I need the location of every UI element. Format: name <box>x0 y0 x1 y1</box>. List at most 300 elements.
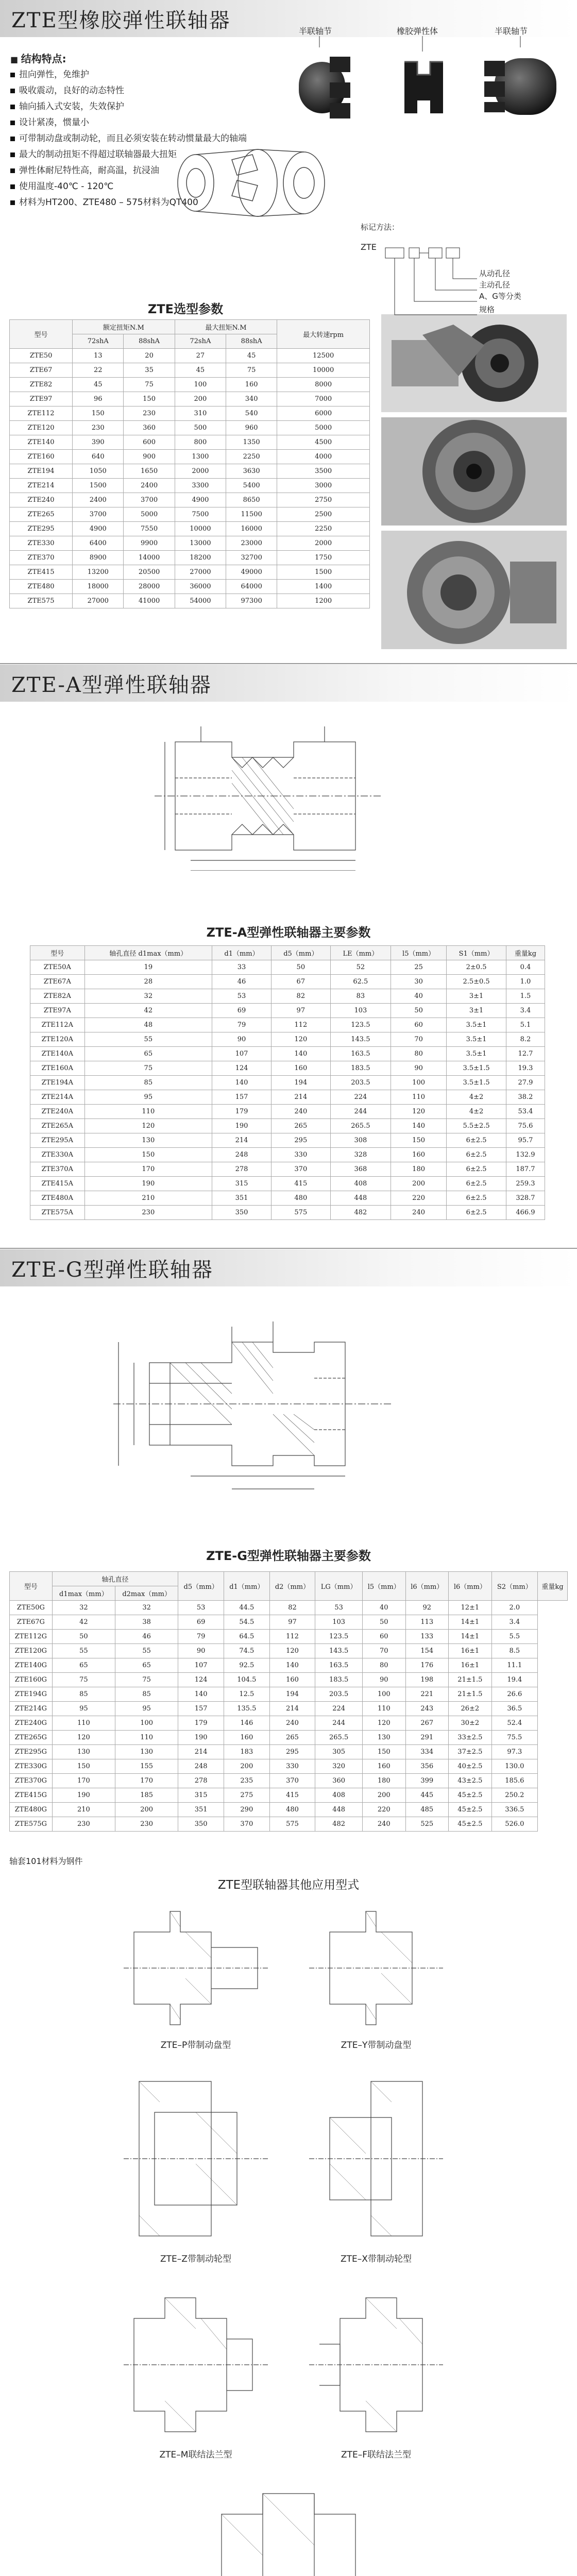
table-cell: 97300 <box>226 594 277 608</box>
th-max-speed: 最大转速rpm <box>277 320 370 349</box>
table-cell: ZTE97 <box>10 392 73 406</box>
table-cell: 190 <box>84 1177 212 1191</box>
table-cell: 2250 <box>226 450 277 464</box>
table-cell: 482 <box>315 1817 363 1832</box>
table-cell: 64.5 <box>224 1630 270 1644</box>
table-cell: 3.5±1 <box>447 1032 506 1047</box>
table-cell: 4900 <box>175 493 226 507</box>
table-cell: 53 <box>212 989 271 1004</box>
table-cell: 8900 <box>73 551 124 565</box>
table-cell: 110 <box>115 1731 178 1745</box>
table-cell: 356 <box>405 1759 449 1774</box>
table-cell: 1500 <box>73 479 124 493</box>
feature-item: 吸收震动，良好的动态特性 <box>10 83 247 99</box>
table-cell: 140 <box>178 1687 224 1702</box>
table-cell: 466.9 <box>506 1206 545 1220</box>
table-cell: 200 <box>175 392 226 406</box>
table-cell: 336.5 <box>491 1803 537 1817</box>
table-cell: 32 <box>52 1601 115 1615</box>
table-cell: 104.5 <box>224 1673 270 1687</box>
table-cell: 130 <box>362 1731 405 1745</box>
table-header-cell: 型号 <box>30 946 85 960</box>
table-row <box>10 421 370 435</box>
table-cell: 390 <box>73 435 124 450</box>
table-cell: 445 <box>405 1788 449 1803</box>
table-cell: 214 <box>212 1133 271 1148</box>
table-cell: ZTE265G <box>10 1731 53 1745</box>
table-row <box>30 1148 545 1162</box>
table-cell: 183 <box>224 1745 270 1759</box>
table-cell: 310 <box>175 406 226 421</box>
table-cell: ZTE82A <box>30 989 85 1004</box>
table-cell: 185.6 <box>491 1774 537 1788</box>
table-cell: 124 <box>212 1061 271 1076</box>
table-cell: 140 <box>271 1047 330 1061</box>
table-cell: 35 <box>124 363 175 378</box>
table-cell: 28 <box>84 975 212 989</box>
feature-item: 扭向弹性，免维护 <box>10 67 247 83</box>
table-cell: 214 <box>269 1702 315 1716</box>
table-row <box>10 522 370 536</box>
table-cell: 42 <box>84 1004 212 1018</box>
table-cell: 80 <box>391 1047 446 1061</box>
table-cell: 334 <box>405 1745 449 1759</box>
table-cell: 5.5±2.5 <box>447 1119 506 1133</box>
table-cell: 54.5 <box>224 1615 270 1630</box>
table-cell: ZTE112G <box>10 1630 53 1644</box>
table-cell: 69 <box>178 1615 224 1630</box>
table-row <box>10 406 370 421</box>
table-cell: 107 <box>212 1047 271 1061</box>
table-cell: 265.5 <box>315 1731 363 1745</box>
table-cell: 38.2 <box>506 1090 545 1105</box>
table-row <box>10 1658 568 1673</box>
table-row <box>10 1716 568 1731</box>
table-cell: 123.5 <box>315 1630 363 1644</box>
th-bore: 轴孔直径 <box>52 1572 178 1586</box>
table-cell: 525 <box>405 1817 449 1832</box>
table-row <box>30 1004 545 1018</box>
table-cell: 150 <box>362 1745 405 1759</box>
part-label-hub-left: 半联轴节 <box>299 26 332 36</box>
table-cell: 45±2.5 <box>449 1788 492 1803</box>
table-cell: ZTE50 <box>10 349 73 363</box>
table-cell: 10000 <box>277 363 370 378</box>
table-cell: 6±2.5 <box>447 1191 506 1206</box>
table-cell: 210 <box>52 1803 115 1817</box>
table-cell: 368 <box>330 1162 391 1177</box>
table-cell: ZTE120 <box>10 421 73 435</box>
app-caption-x: ZTE–X带制动轮型 <box>341 2254 412 2264</box>
table-row <box>30 1032 545 1047</box>
zteg-banner <box>0 1249 577 1286</box>
table-cell: 18200 <box>175 551 226 565</box>
table-cell: 41000 <box>124 594 175 608</box>
table-cell: 160 <box>391 1148 446 1162</box>
table-cell: 19 <box>84 960 212 975</box>
code-label-type: A、G等分类 <box>479 292 521 301</box>
table-row <box>30 975 545 989</box>
table-cell: 6000 <box>277 406 370 421</box>
table-row <box>10 392 370 406</box>
table-cell: 480 <box>271 1191 330 1206</box>
table-row <box>10 565 370 580</box>
table-cell: 135.5 <box>224 1702 270 1716</box>
table-row <box>30 1076 545 1090</box>
table-cell: 44.5 <box>224 1601 270 1615</box>
table-cell: 70 <box>362 1644 405 1658</box>
app-caption-p: ZTE–P带制动盘型 <box>160 2040 231 2050</box>
table-cell: 92 <box>405 1601 449 1615</box>
table-cell: ZTE295 <box>10 522 73 536</box>
table-cell: 180 <box>391 1162 446 1177</box>
table-cell: 133 <box>405 1630 449 1644</box>
table-cell: 103 <box>315 1615 363 1630</box>
table-cell: 3500 <box>277 464 370 479</box>
table-cell: 240 <box>391 1206 446 1220</box>
th-72sha: 72shA <box>175 334 226 349</box>
ztea-title: ZTE-A型弹性联轴器 <box>11 673 212 697</box>
table-cell: 112 <box>269 1630 315 1644</box>
table-cell: 53.4 <box>506 1105 545 1119</box>
table-cell: 19.4 <box>491 1673 537 1687</box>
th-88sha: 88shA <box>124 334 175 349</box>
table-cell: 960 <box>226 421 277 435</box>
table-cell: 290 <box>224 1803 270 1817</box>
table-row <box>10 536 370 551</box>
table-cell: 230 <box>52 1817 115 1832</box>
table-cell: 143.5 <box>315 1644 363 1658</box>
table-cell: 3700 <box>124 493 175 507</box>
table-cell: 11.1 <box>491 1658 537 1673</box>
table-cell: 32 <box>84 989 212 1004</box>
table-cell: 120 <box>271 1032 330 1047</box>
table-row <box>10 1788 568 1803</box>
table-cell: ZTE330A <box>30 1148 85 1162</box>
table-row <box>10 1687 568 1702</box>
table-cell: ZTE480 <box>10 580 73 594</box>
table-cell: 6±2.5 <box>447 1206 506 1220</box>
table-cell: 800 <box>175 435 226 450</box>
zte-banner <box>0 0 577 37</box>
table-cell: 4000 <box>277 450 370 464</box>
table-cell: ZTE50A <box>30 960 85 975</box>
table-cell: 3.5±1 <box>447 1047 506 1061</box>
table-cell: 176 <box>405 1658 449 1673</box>
zteg-note: 轴套101材料为钢件 <box>9 1856 83 1866</box>
table-cell: 3±1 <box>447 989 506 1004</box>
table-cell: ZTE295G <box>10 1745 53 1759</box>
th-l5: l5（mm） <box>362 1572 405 1601</box>
table-cell: 150 <box>391 1133 446 1148</box>
zte-title: ZTE型橡胶弹性联轴器 <box>11 8 231 32</box>
table-cell: 2.5±0.5 <box>447 975 506 989</box>
table-cell: ZTE265A <box>30 1119 85 1133</box>
th-88sha: 88shA <box>226 334 277 349</box>
table-cell: 12.5 <box>224 1687 270 1702</box>
table-cell: 244 <box>330 1105 391 1119</box>
table-cell: 1650 <box>124 464 175 479</box>
feature-item: 材料为HT200、ZTE480 – 575材料为QT400 <box>10 195 247 211</box>
app-f-drawing <box>309 2287 443 2442</box>
table-cell: 130 <box>52 1745 115 1759</box>
app-s-drawing <box>201 2483 376 2576</box>
table-cell: 150 <box>73 406 124 421</box>
table-cell: 4±2 <box>447 1105 506 1119</box>
table-cell: 6±2.5 <box>447 1133 506 1148</box>
bullet-icon <box>10 73 15 77</box>
table-cell: 267 <box>405 1716 449 1731</box>
table-cell: 75 <box>115 1673 178 1687</box>
table-cell: 100 <box>391 1076 446 1090</box>
table-cell: 170 <box>84 1162 212 1177</box>
table-cell: 100 <box>362 1687 405 1702</box>
table-cell: 265.5 <box>330 1119 391 1133</box>
code-diagram <box>361 238 556 335</box>
table-cell: 55 <box>84 1032 212 1047</box>
table-row <box>30 1047 545 1061</box>
apps-title: ZTE型联轴器其他应用型式 <box>217 1878 360 1892</box>
table-row <box>10 435 370 450</box>
table-cell: 1.0 <box>506 975 545 989</box>
table-cell: 75 <box>124 378 175 392</box>
table-cell: 1200 <box>277 594 370 608</box>
th-d2: d2（mm） <box>269 1572 315 1601</box>
table-row <box>10 1759 568 1774</box>
table-row <box>10 363 370 378</box>
table-row <box>10 378 370 392</box>
table-cell: 53 <box>315 1601 363 1615</box>
table-row <box>10 1673 568 1687</box>
table-cell: ZTE214 <box>10 479 73 493</box>
table-cell: ZTE67G <box>10 1615 53 1630</box>
bullet-icon <box>10 152 15 157</box>
table-cell: 187.7 <box>506 1162 545 1177</box>
table-cell: 180 <box>362 1774 405 1788</box>
table-header-cell: l5（mm） <box>391 946 446 960</box>
table-row <box>10 580 370 594</box>
table-cell: 328.7 <box>506 1191 545 1206</box>
table-cell: 32 <box>115 1601 178 1615</box>
table-cell: 408 <box>315 1788 363 1803</box>
table-cell: 40 <box>391 989 446 1004</box>
th-l6b: l6（mm） <box>449 1572 492 1601</box>
table-cell: 50 <box>271 960 330 975</box>
table-cell: 64000 <box>226 580 277 594</box>
table-cell: ZTE214G <box>10 1702 53 1716</box>
table-cell: 1.5 <box>506 989 545 1004</box>
table-cell: 21±1.5 <box>449 1687 492 1702</box>
table-cell: ZTE295A <box>30 1133 85 1148</box>
table-cell: 2000 <box>277 536 370 551</box>
code-label-driving-bore: 主动孔径 <box>479 280 511 290</box>
table-cell: 3.5±1.5 <box>447 1061 506 1076</box>
table-cell: ZTE67A <box>30 975 85 989</box>
table-cell: 37±2.5 <box>449 1745 492 1759</box>
table-cell: 140 <box>391 1119 446 1133</box>
table-cell: 82 <box>269 1601 315 1615</box>
table-cell: 45±2.5 <box>449 1817 492 1832</box>
table-cell: 19.3 <box>506 1061 545 1076</box>
table-cell: 1350 <box>226 435 277 450</box>
table-row <box>30 989 545 1004</box>
table-cell: 220 <box>362 1803 405 1817</box>
zte-table-title: ZTE选型参数 <box>147 302 224 316</box>
table-cell: 113 <box>405 1615 449 1630</box>
th-s2: S2（mm） <box>491 1572 537 1601</box>
bullet-icon <box>10 200 15 205</box>
table-row <box>10 1745 568 1759</box>
table-cell: 55 <box>115 1644 178 1658</box>
table-row <box>30 960 545 975</box>
table-cell: 107 <box>178 1658 224 1673</box>
table-cell: ZTE330 <box>10 536 73 551</box>
table-row <box>10 1702 568 1716</box>
table-row <box>10 450 370 464</box>
table-cell: 291 <box>405 1731 449 1745</box>
table-cell: 244 <box>315 1716 363 1731</box>
table-cell: 575 <box>269 1817 315 1832</box>
app-p-drawing <box>124 1901 268 2035</box>
table-cell: 95.7 <box>506 1133 545 1148</box>
table-cell: 8.2 <box>506 1032 545 1047</box>
table-cell: 132.9 <box>506 1148 545 1162</box>
table-cell: 295 <box>271 1133 330 1148</box>
table-cell: 163.5 <box>315 1658 363 1673</box>
table-cell: 200 <box>224 1759 270 1774</box>
table-cell: 75 <box>84 1061 212 1076</box>
table-cell: 224 <box>330 1090 391 1105</box>
table-cell: 2500 <box>277 507 370 522</box>
table-cell: 50 <box>391 1004 446 1018</box>
table-cell: 130.0 <box>491 1759 537 1774</box>
table-cell: 8.5 <box>491 1644 537 1658</box>
table-cell: 408 <box>330 1177 391 1191</box>
table-cell: 160 <box>226 378 277 392</box>
table-cell: 28000 <box>124 580 175 594</box>
table-row <box>10 349 370 363</box>
table-cell: 415 <box>269 1788 315 1803</box>
table-cell: ZTE67 <box>10 363 73 378</box>
table-cell: ZTE480G <box>10 1803 53 1817</box>
table-cell: 21±1.5 <box>449 1673 492 1687</box>
table-cell: 14000 <box>124 551 175 565</box>
table-cell: 170 <box>115 1774 178 1788</box>
coupling-parts-photo <box>288 36 567 124</box>
table-cell: 600 <box>124 435 175 450</box>
table-cell: 43±2.5 <box>449 1774 492 1788</box>
table-cell: ZTE97A <box>30 1004 85 1018</box>
table-cell: 7000 <box>277 392 370 406</box>
table-cell: 900 <box>124 450 175 464</box>
table-cell: 6±2.5 <box>447 1177 506 1191</box>
table-row <box>10 479 370 493</box>
table-cell: ZTE82 <box>10 378 73 392</box>
table-cell: 240 <box>269 1716 315 1731</box>
bullet-icon <box>10 105 15 109</box>
th-weight: 重量kg <box>538 1572 568 1601</box>
table-cell: 183.5 <box>330 1061 391 1076</box>
coupling-line-drawing <box>155 139 340 227</box>
table-cell: ZTE240A <box>30 1105 85 1119</box>
table-cell: 5400 <box>226 479 277 493</box>
table-cell: 110 <box>391 1090 446 1105</box>
table-cell: 235 <box>224 1774 270 1788</box>
table-cell: ZTE120G <box>10 1644 53 1658</box>
table-cell: 399 <box>405 1774 449 1788</box>
table-cell: 155 <box>115 1759 178 1774</box>
ztea-banner <box>0 665 577 702</box>
table-cell: 275 <box>224 1788 270 1803</box>
table-cell: 203.5 <box>315 1687 363 1702</box>
table-cell: 248 <box>212 1148 271 1162</box>
table-cell: 5.1 <box>506 1018 545 1032</box>
table-cell: 2000 <box>175 464 226 479</box>
code-prefix: ZTE <box>361 242 377 252</box>
table-cell: 4500 <box>277 435 370 450</box>
table-cell: ZTE415A <box>30 1177 85 1191</box>
table-cell: 308 <box>330 1133 391 1148</box>
table-row <box>30 1061 545 1076</box>
table-cell: 370 <box>224 1817 270 1832</box>
table-cell: 36000 <box>175 580 226 594</box>
table-cell: ZTE480A <box>30 1191 85 1206</box>
ztea-spec-table <box>30 945 545 1220</box>
table-cell: 328 <box>330 1148 391 1162</box>
table-cell: 45±2.5 <box>449 1803 492 1817</box>
table-cell: ZTE50G <box>10 1601 53 1615</box>
table-cell: 32700 <box>226 551 277 565</box>
table-cell: 214 <box>271 1090 330 1105</box>
table-cell: 120 <box>52 1731 115 1745</box>
table-cell: 26.6 <box>491 1687 537 1702</box>
table-cell: ZTE160A <box>30 1061 85 1076</box>
table-cell: 49000 <box>226 565 277 580</box>
table-cell: 8000 <box>277 378 370 392</box>
table-cell: 6400 <box>73 536 124 551</box>
table-cell: 25 <box>391 960 446 975</box>
th-max-torque: 最大扭矩N.M <box>175 320 277 334</box>
table-cell: 140 <box>269 1658 315 1673</box>
table-header-cell: S1（mm） <box>447 946 506 960</box>
table-cell: 6±2.5 <box>447 1148 506 1162</box>
table-cell: 351 <box>178 1803 224 1817</box>
table-cell: 45 <box>175 363 226 378</box>
table-cell: 90 <box>391 1061 446 1076</box>
table-cell: 350 <box>212 1206 271 1220</box>
table-cell: 330 <box>269 1759 315 1774</box>
table-cell: 20500 <box>124 565 175 580</box>
table-row <box>30 1119 545 1133</box>
code-label-driven-bore: 从动孔径 <box>479 269 511 278</box>
table-cell: 265 <box>271 1119 330 1133</box>
table-cell: 45 <box>73 378 124 392</box>
table-cell: 120 <box>84 1119 212 1133</box>
table-cell: 2±0.5 <box>447 960 506 975</box>
table-cell: 3000 <box>277 479 370 493</box>
th-72sha: 72shA <box>73 334 124 349</box>
table-cell: 350 <box>178 1817 224 1832</box>
table-row <box>10 464 370 479</box>
table-cell: 194 <box>271 1076 330 1090</box>
features-icon: ■ <box>10 55 21 64</box>
table-cell: 183.5 <box>315 1673 363 1687</box>
table-header-cell: LE（mm） <box>330 946 391 960</box>
table-cell: 42 <box>52 1615 115 1630</box>
table-cell: 3.4 <box>491 1615 537 1630</box>
table-row <box>10 1630 568 1644</box>
table-cell: 340 <box>226 392 277 406</box>
